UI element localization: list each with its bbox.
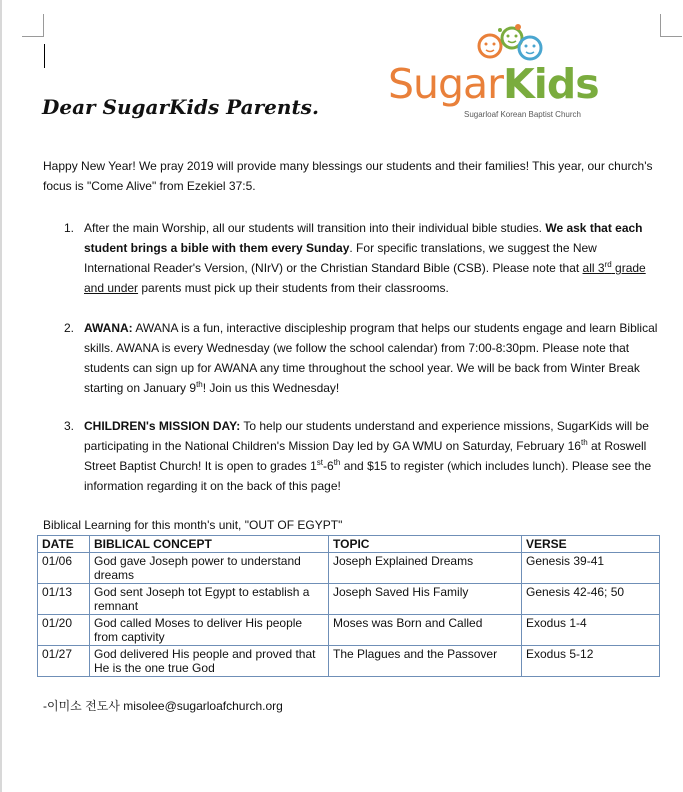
intro-paragraph: Happy New Year! We pray 2019 will provide many blessings our students and their families! This year, our church's focus is "Come Alive" from Ezekiel 37:5. (43, 159, 653, 193)
cell-concept: God called Moses to deliver His people from captivity (90, 615, 329, 646)
crop-mark-left-v (43, 14, 44, 36)
cell-concept: God delivered His people and proved that He is the one true God (90, 646, 329, 677)
list-number: 2. (64, 321, 75, 335)
cell-topic: Moses was Born and Called (329, 615, 522, 646)
item-heading: AWANA: (84, 321, 133, 335)
item-heading: CHILDREN's MISSION DAY: (84, 419, 241, 433)
bold-text: We ask that each student brings a bible with them every Sunday (84, 221, 643, 255)
salutation: Dear SugarKids Parents. (42, 95, 319, 119)
table-header-row (38, 536, 660, 553)
logo-wordmark (388, 62, 599, 106)
cell-concept: God sent Joseph tot Egypt to establish a remnant (90, 584, 329, 615)
cell-date: 01/27 (38, 646, 90, 677)
crop-mark-right-h (660, 36, 682, 37)
underlined-text: all 3rd grade and under (84, 260, 646, 295)
text-run: at Roswell Street Baptist Church! It is open to grades 1 (84, 439, 647, 473)
cell-date: 01/20 (38, 615, 90, 646)
superscript: th (196, 380, 203, 389)
logo-word-sugar: Sugar (388, 60, 504, 108)
logo-word-kids: Kids (503, 60, 599, 108)
text-run: parents must pick up their students from their classrooms. (138, 281, 449, 295)
unit-caption: Biblical Learning for this month's unit, "OUT OF EGYPT" (43, 518, 343, 532)
text-run: ! Join us this Wednesday! (202, 381, 340, 395)
text-run: and $15 to register (which includes lunch). Please see the information regarding it on the back of this page! (84, 459, 652, 493)
table-row (38, 615, 660, 646)
list-number: 1. (64, 221, 75, 235)
cell-verse: Exodus 5-12 (522, 646, 660, 677)
logo-subtitle: Sugarloaf Korean Baptist Church (464, 110, 581, 119)
cell-topic: Joseph Explained Dreams (329, 553, 522, 584)
list-item-text (84, 218, 664, 298)
signature-line: -이미소 전도사 misolee@sugarloafchurch.org (43, 699, 283, 713)
superscript: th (333, 458, 341, 467)
page-left-edge (0, 0, 2, 792)
text-run: . For specific translations, we suggest the New International Reader's Version, (NIrV) or the Christian Standard Bible (CSB). Please note that (84, 241, 597, 275)
text-run: -6 (323, 459, 334, 473)
superscript: th (580, 438, 588, 447)
cell-topic: The Plagues and the Passover (329, 646, 522, 677)
superscript: st (316, 458, 324, 467)
crop-mark-right-v (660, 14, 661, 36)
cell-verse: Genesis 42-46; 50 (522, 584, 660, 615)
cell-topic: Joseph Saved His Family (329, 584, 522, 615)
lesson-table (37, 535, 660, 677)
text-run: To help our students understand and experience missions, SugarKids will be participating in the National Children's Mission Day led by GA WMU on Saturday, February 16 (84, 419, 649, 453)
cell-date: 01/13 (38, 584, 90, 615)
column-header-date: DATE (38, 536, 90, 553)
cell-verse: Genesis 39-41 (522, 553, 660, 584)
text-run: After the main Worship, all our students will transition into their individual bible studies. (84, 221, 546, 235)
column-header-verse: VERSE (522, 536, 660, 553)
cell-verse: Exodus 1-4 (522, 615, 660, 646)
list-item-text (84, 416, 664, 496)
crop-mark-left-h (22, 36, 44, 37)
text-cursor (44, 44, 45, 68)
text-run: AWANA is a fun, interactive discipleship program that helps our students engage and learn Biblical skills. AWANA is every Wednesday (we follow the school calendar) from 7:00-8:30pm. Please note that students can sign up for AWANA any time throughout the school year. We will be back from Winter Break starting on January 9 (84, 321, 658, 395)
cell-concept: God gave Joseph power to understand dreams (90, 553, 329, 584)
column-header-concept: BIBLICAL CONCEPT (90, 536, 329, 553)
table-row (38, 584, 660, 615)
cell-date: 01/06 (38, 553, 90, 584)
table-row (38, 646, 660, 677)
table-row (38, 553, 660, 584)
sugarkids-logo (388, 22, 598, 122)
list-item-text (84, 318, 664, 398)
column-header-topic: TOPIC (329, 536, 522, 553)
list-number: 3. (64, 419, 75, 433)
